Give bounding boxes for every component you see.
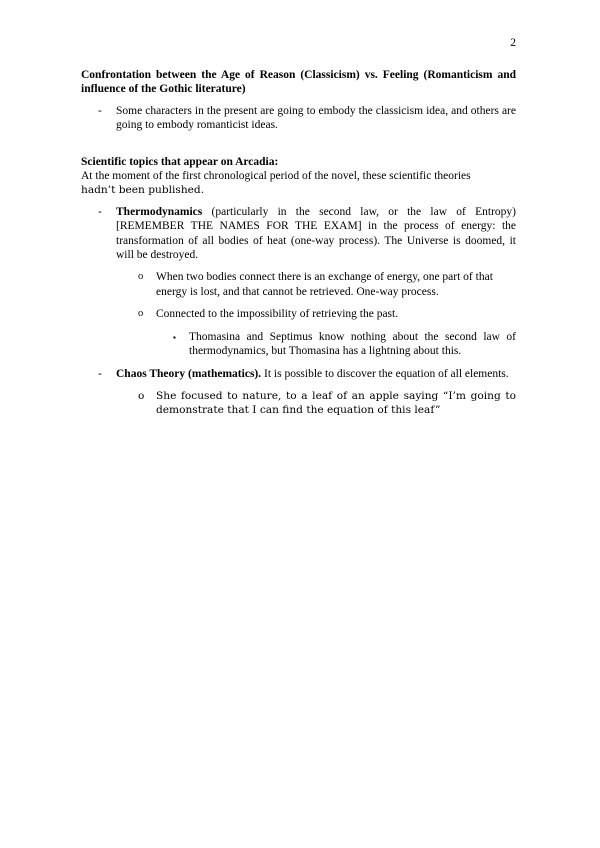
circle-bullet-marker: o: [138, 308, 144, 320]
intro-text: At the moment of the first chronological period of the novel, these scientific theories: [81, 170, 471, 183]
sub-item-leaf-equation: [81, 389, 516, 418]
list-item-thermodynamics: [81, 205, 516, 263]
sub-item-energy-exchange: [81, 270, 516, 299]
term-thermodynamics: Thermodynamics: [116, 205, 203, 218]
sub-sub-item-thomasina: [81, 330, 516, 359]
thermodynamics-text: (particularly in the second law, or the law of Entropy) [REMEMBER THE NAMES FOR THE EXAM] in the process of energy: the transformation of all bodies of heat (one-way process). The Universe is doomed, it will be destroyed.: [116, 205, 516, 262]
section-heading-confrontation: Confrontation between the Age of Reason (Classicism) vs. Feeling (Romanticism and influence of the Gothic literature): [81, 69, 516, 96]
sub-item-text: When two bodies connect there is an exchange of energy, one part of that energy is lost, and that cannot be retrieved. One-way process.: [156, 271, 493, 298]
sub-sub-item-text: Thomasina and Septimus know nothing about the second law of thermodynamics, but Thomasina has a lightning about this.: [189, 330, 516, 358]
circle-bullet-marker: o: [138, 271, 144, 283]
dash-bullet-marker: -: [98, 367, 102, 380]
sub-item-retrieving-past: [81, 307, 516, 321]
intro-text-end: hadn’t been published.: [81, 184, 205, 197]
intro-paragraph: [81, 169, 516, 198]
page-number: 2: [510, 37, 516, 49]
list-item-text: Some characters in the present are going to embody the classicism idea, and others are going to embody romanticist ideas.: [116, 104, 516, 132]
square-bullet-marker: ▪: [173, 332, 176, 342]
list-item-chaos-theory: [81, 367, 516, 381]
section-heading-scientific-topics: Scientific topics that appear on Arcadia:: [81, 155, 279, 168]
chaos-theory-text: It is possible to discover the equation of all elements.: [261, 367, 509, 380]
sub-item-text: She focused to nature, to a leaf of an apple saying “I’m going to demonstrate that I can find the equation of this leaf”: [156, 389, 516, 417]
term-chaos-theory: Chaos Theory (mathematics).: [116, 367, 262, 380]
list-item-characters: [81, 104, 516, 133]
circle-bullet-marker: o: [138, 389, 145, 402]
sub-item-text: Connected to the impossibility of retrieving the past.: [156, 308, 399, 321]
page-content: [81, 68, 516, 418]
dash-bullet-marker: -: [98, 205, 102, 218]
dash-bullet-marker: -: [98, 104, 102, 117]
